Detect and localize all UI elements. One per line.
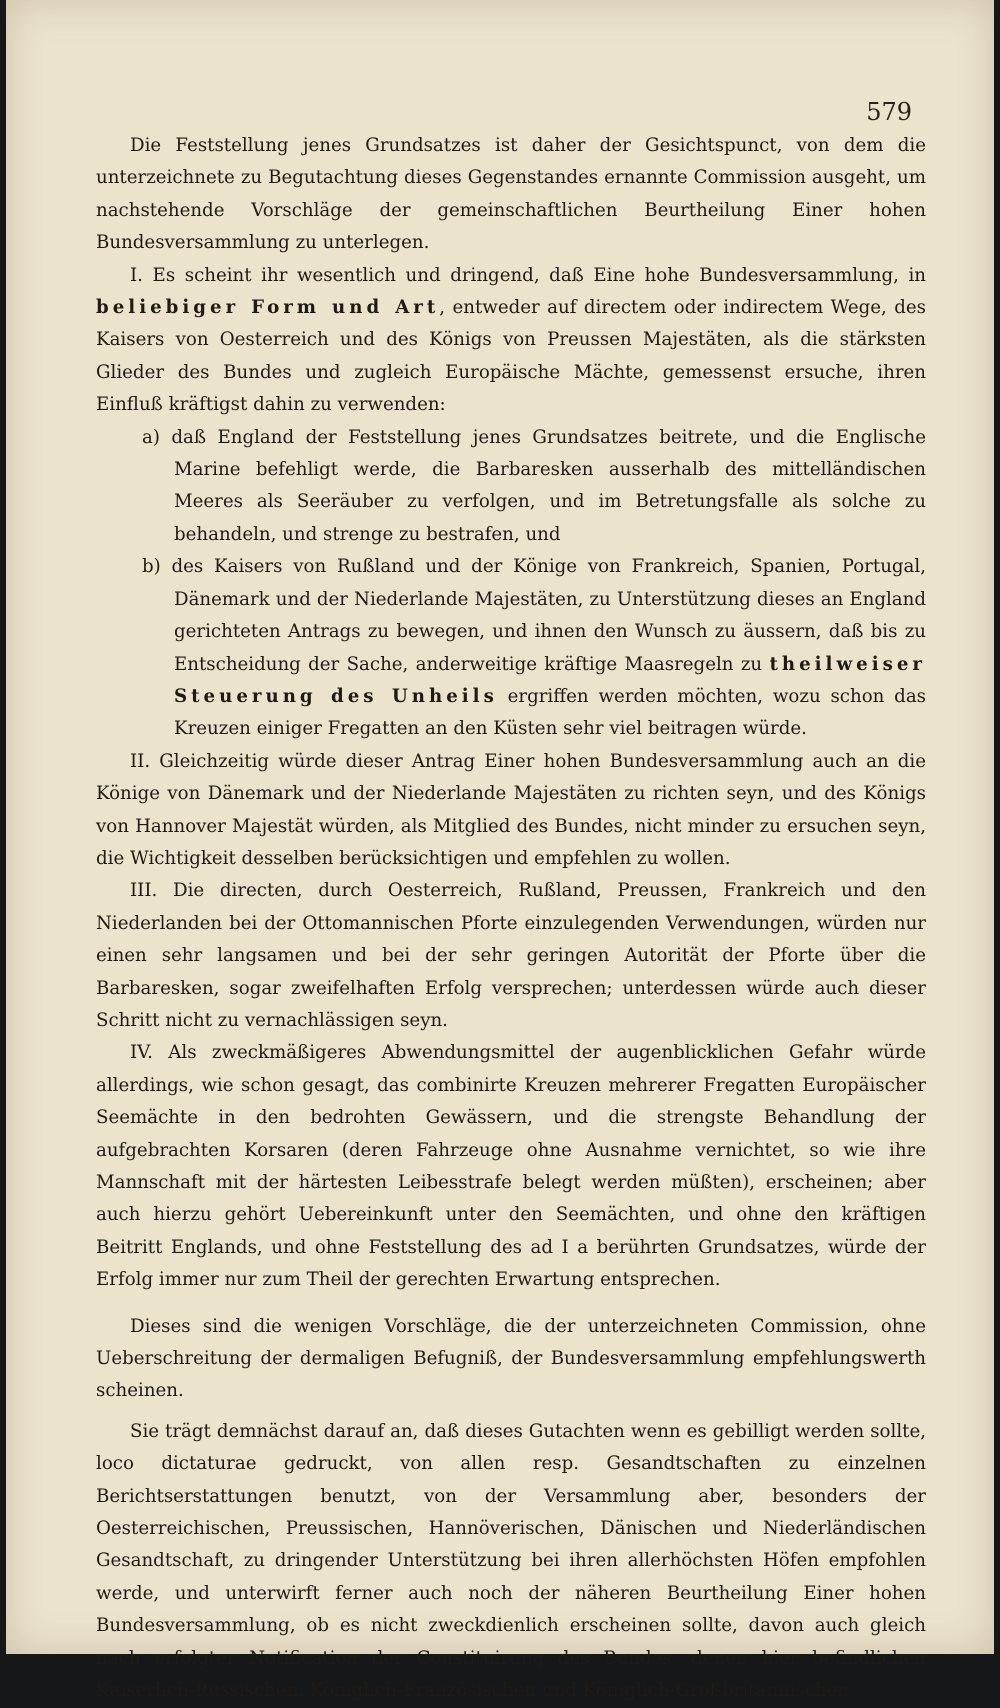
- paragraph-one-start: I. Es scheint ihr wesentlich und dringend, daß Eine hohe Bundesversammlung, in: [130, 264, 926, 286]
- paragraph-two: II. Gleichzeitig würde dieser Antrag Einer hohen Bundesversammlung auch an die Könige von Dänemark und der Niederlande Majestäten zu richten seyn, und des Königs von Hannover Majestät würden, als Mitglied des Bundes, nicht minder zu ersuchen seyn, die Wichtigkeit desselben berücksichtigen und empfehlen zu wollen.: [96, 750, 926, 869]
- intro-paragraph: Die Feststellung jenes Grundsatzes ist daher der Gesichtspunct, von dem die unterzeichnete zu Begutachtung dieses Gegenstandes ernannte Commission ausgeht, um nachstehende Vorschläge der gemeinschaftlichen Beurtheilung Einer hohen Bundesversammlung zu unterlegen.: [96, 135, 926, 254]
- spaced-emphasis-steuerung: theilweiser Steuerung des Unheils: [174, 653, 926, 707]
- paragraph-four: IV. Als zweckmäßigeres Abwendungsmittel der augenblicklichen Gefahr würde allerdings, wie schon gesagt, das combinirte Kreuzen mehrerer Fregatten Europäischer Seemächte in den bedrohten Gewässern, und die strengste Behandlung der aufgebrachten Korsaren (deren Fahrzeuge ohne Ausnahme vernichtet, so wie ihre Mannschaft mit der härtesten Leibesstrafe belegt werden müßten), erscheinen; aber auch hierzu gehört Uebereinkunft unter den Seemächten, und ohne den kräftigen Beitritt Englands, und ohne Feststellung des ad I a berührten Grundsatzes, würde der Erfolg immer nur zum Theil der gerechten Erwartung entsprechen.: [96, 1042, 926, 1291]
- paragraph-one: [96, 260, 926, 422]
- book-page: [6, 0, 994, 1702]
- list-item-b: [96, 551, 926, 745]
- spaced-emphasis-form: beliebiger Form und Art: [96, 297, 440, 319]
- list-item-b-end: ergriffen werden möchten, wozu schon das Kreuzen einiger Fregatten an den Küsten sehr viel beitragen würde.: [174, 685, 926, 740]
- page-body-text: [96, 130, 926, 1708]
- paragraph-three: III. Die directen, durch Oesterreich, Rußland, Preussen, Frankreich und den Niederlanden bei der Ottomannischen Pforte einzulegenden Verwendungen, würden nur einen sehr langsamen und bei der sehr geringen Autorität der Pforte über die Barbaresken, sogar zweifelhaften Erfolg versprechen; unterdessen würde auch dieser Schritt nicht zu vernachlässigen seyn.: [96, 880, 926, 1031]
- paragraph-five: Dieses sind die wenigen Vorschläge, die der unterzeichneten Commission, ohne Ueberschreitung der dermaligen Befugniß, der Bundesversammlung empfehlungswerth scheinen.: [96, 1315, 926, 1402]
- list-item-b-start: b) des Kaisers von Rußland und der Könige von Frankreich, Spanien, Portugal, Dänemark und der Niederlande Majestäten, zu Unterstützung dieses an England gerichteten Antrags zu bewegen, und ihnen den Wunsch zu äussern, daß bis zu Entscheidung der Sache, anderweitige kräftige Maasregeln zu: [142, 556, 926, 675]
- page-number: 579: [866, 98, 912, 126]
- paragraph-one-rest: , entweder auf directem oder indirectem Wege, des Kaisers von Oesterreich und des Königs von Preussen Majestäten, als die stärksten Glieder des Bundes und zugleich Europäische Mächte, gemessenst ersuche, ihren Einfluß kräftigst dahin zu verwenden:: [96, 297, 926, 416]
- list-item-a: a) daß England der Feststellung jenes Grundsatzes beitrete, und die Englische Marine befehligt werde, die Barbaresken ausserhalb des mittelländischen Meeres als Seeräuber zu verfolgen, und im Betretungsfalle als solche zu behandeln, und strenge zu bestrafen, und: [142, 426, 926, 545]
- paragraph-six: Sie trägt demnächst darauf an, daß dieses Gutachten wenn es gebilligt werden sollte, loco dictaturae gedruckt, von allen resp. Gesandtschaften zu einzelnen Berichtserstattungen benutzt, von der Versammlung aber, besonders der Oesterreichischen, Preussischen, Hannöverischen, Dänischen und Niederländischen Gesandtschaft, zu dringender Unterstützung bei ihren allerhöchsten Höfen empfohlen werde, und unterwirft ferner auch noch der näheren Beurtheilung Einer hohen Bundesversammlung, ob es nicht zweckdienlich erscheinen sollte, davon auch gleich nach erfolgter Notification der Constituirung des Bundes, denen hier befindlichen Kaiserlich-Russischen, Königlich-Französischen und Königlich-Großbritannischen: [96, 1420, 926, 1702]
